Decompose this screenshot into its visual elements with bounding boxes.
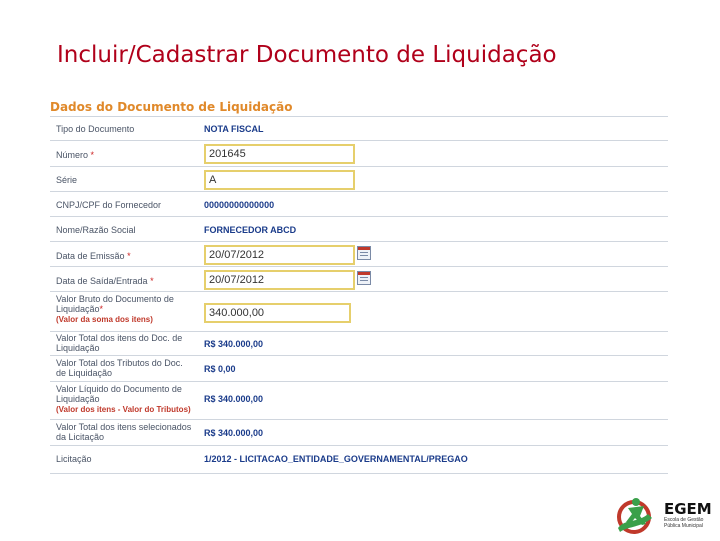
cnpj-label: CNPJ/CPF do Fornecedor — [56, 200, 162, 210]
logo-subtitle: Escola de Gestão Pública Municipal — [664, 517, 704, 529]
slide-title: Incluir/Cadastrar Documento de Liquidação — [57, 42, 557, 68]
calendar-icon[interactable] — [357, 271, 371, 285]
row-nome — [50, 217, 668, 242]
liquidation-form-panel — [50, 98, 668, 490]
egem-logo — [614, 494, 714, 536]
serie-label: Série — [56, 175, 78, 185]
nome-label: Nome/Razão Social — [56, 225, 136, 235]
numero-label: Número * — [56, 150, 95, 160]
liquido-note: (Valor dos itens - Valor do Tributos) — [56, 405, 191, 414]
tipo-documento-value: NOTA FISCAL — [204, 124, 264, 134]
row-serie — [50, 167, 668, 192]
tributos-value: R$ 0,00 — [204, 364, 236, 374]
row-liquido — [50, 382, 668, 420]
numero-input[interactable]: 201645 — [204, 144, 355, 164]
valor-bruto-input[interactable]: 340.000,00 — [204, 303, 351, 323]
serie-input[interactable]: A — [204, 170, 355, 190]
total-itens-value: R$ 340.000,00 — [204, 339, 264, 349]
row-cnpj — [50, 192, 668, 217]
nome-value: FORNECEDOR ABCD — [204, 225, 297, 235]
total-itens-label: Valor Total dos itens do Doc. de Liquidação — [56, 333, 183, 353]
required-mark: * — [90, 150, 95, 160]
selecionados-value: R$ 340.000,00 — [204, 428, 264, 438]
data-emissao-label: Data de Emissão * — [56, 251, 131, 261]
liquido-label: Valor Líquido do Documento de Liquidação (Valor dos itens - Valor do Tributos) — [56, 384, 191, 414]
selecionados-label: Valor Total dos itens selecionados da Licitação — [56, 422, 192, 442]
logo-name: EGEM — [664, 500, 712, 518]
row-valor-bruto — [50, 292, 668, 332]
tipo-documento-label: Tipo do Documento — [56, 124, 135, 134]
calendar-icon[interactable] — [357, 246, 371, 260]
valor-bruto-note: (Valor da soma dos itens) — [56, 315, 153, 324]
row-licitacao — [50, 446, 668, 474]
cnpj-value: 00000000000000 — [204, 200, 275, 210]
licitacao-value: 1/2012 - LICITACAO_ENTIDADE_GOVERNAMENTAL/PREGAO — [204, 454, 468, 464]
row-total-itens — [50, 332, 668, 356]
row-tributos — [50, 356, 668, 382]
form-rows — [50, 117, 668, 474]
required-mark: * — [150, 276, 154, 286]
licitacao-label: Licitação — [56, 454, 92, 464]
liquido-value: R$ 340.000,00 — [204, 394, 264, 404]
row-tipo-documento — [50, 117, 668, 141]
row-data-saida — [50, 267, 668, 292]
data-emissao-input[interactable]: 20/07/2012 — [204, 245, 355, 265]
data-saida-label: Data de Saída/Entrada * — [56, 276, 154, 286]
form-title: Dados do Documento de Liquidação — [50, 100, 293, 114]
required-mark: * — [99, 304, 104, 314]
required-mark: * — [127, 251, 131, 261]
row-selecionados — [50, 420, 668, 446]
tributos-label: Valor Total dos Tributos do Doc. de Liquidação — [56, 358, 183, 378]
egem-logo-icon — [614, 494, 662, 536]
row-data-emissao — [50, 242, 668, 267]
valor-bruto-label: Valor Bruto do Documento de Liquidação* (Valor da soma dos itens) — [56, 294, 174, 324]
row-numero — [50, 141, 668, 167]
data-saida-input[interactable]: 20/07/2012 — [204, 270, 355, 290]
